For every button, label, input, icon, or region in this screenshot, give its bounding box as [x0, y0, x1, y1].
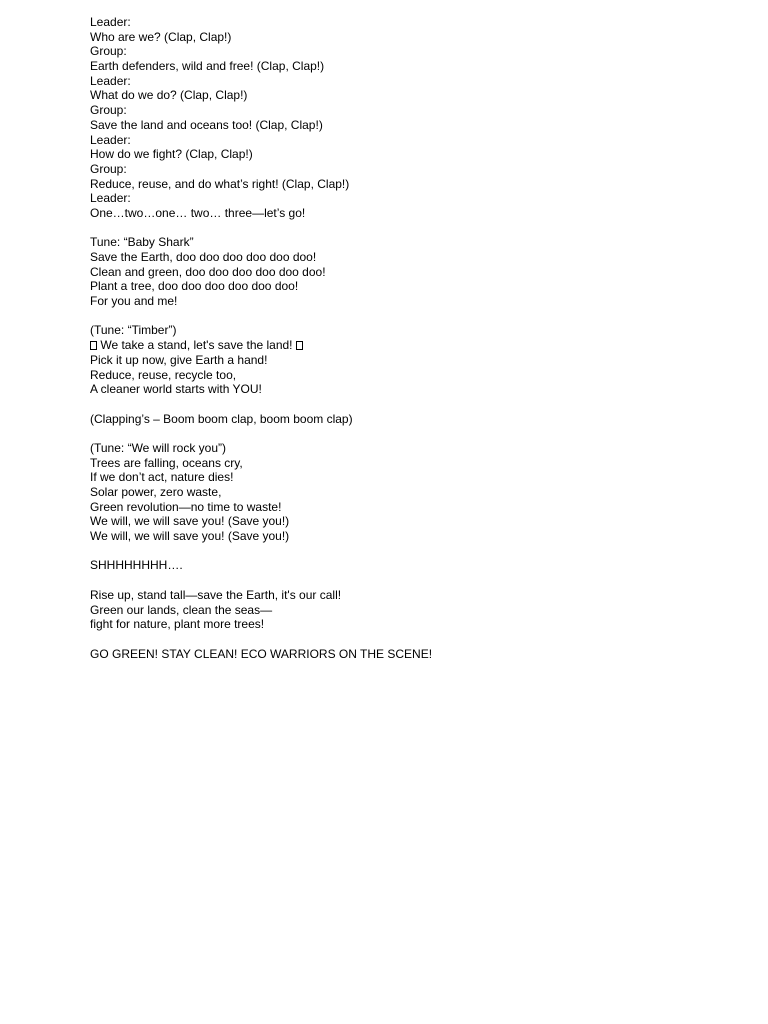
song-line: If we don’t act, nature dies! [90, 470, 234, 485]
chant-line: Who are we? (Clap, Clap!) [90, 29, 232, 44]
speaker-label: Group: [90, 44, 127, 59]
chant-text [90, 15, 730, 661]
song-line: Trees are falling, oceans cry, [90, 455, 243, 470]
blank-line [90, 426, 730, 441]
chant-line: What do we do? (Clap, Clap!) [90, 88, 248, 103]
song-line: For you and me! [90, 294, 178, 309]
blank-line [90, 573, 730, 588]
blank-line [90, 632, 730, 647]
song-line: A cleaner world starts with YOU! [90, 382, 262, 397]
speaker-label: Leader: [90, 132, 131, 147]
speaker-label: Leader: [90, 73, 131, 88]
speaker-label: Leader: [90, 15, 131, 29]
tune-heading: (Tune: “We will rock you”) [90, 440, 227, 455]
song-line: We will, we will save you! (Save you!) [90, 514, 290, 529]
song-line-text: We take a stand, let's save the land! [97, 338, 296, 353]
speaker-label: Group: [90, 103, 127, 118]
chant-line: One…two…one… two… three—let’s go! [90, 205, 306, 220]
music-note-icon [296, 341, 303, 350]
chant-line: Earth defenders, wild and free! (Clap, Clap!) [90, 59, 325, 74]
final-slogan: GO GREEN! STAY CLEAN! ECO WARRIORS ON THE SCENE! [90, 646, 433, 661]
clapping-note: (Clapping’s – Boom boom clap, boom boom clap) [90, 411, 353, 426]
closing-line: Rise up, stand tall—save the Earth, it's our call! [90, 587, 342, 602]
tune-heading: Tune: “Baby Shark” [90, 235, 194, 250]
song-line: Save the Earth, doo doo doo doo doo doo! [90, 250, 317, 264]
blank-line [90, 544, 730, 559]
song-line: We will, we will save you! (Save you!) [90, 529, 290, 544]
song-line: Plant a tree, doo doo doo doo doo doo! [90, 279, 299, 294]
chant-line: Save the land and oceans too! (Clap, Clap!) [90, 117, 323, 132]
blank-line [90, 221, 730, 236]
song-line: Reduce, reuse, recycle too, [90, 367, 237, 382]
song-line: Pick it up now, give Earth a hand! [90, 352, 268, 367]
song-line: Solar power, zero waste, [90, 485, 222, 499]
speaker-label: Group: [90, 161, 127, 176]
chant-line: How do we fight? (Clap, Clap!) [90, 147, 253, 162]
speaker-label: Leader: [90, 191, 131, 206]
closing-line: fight for nature, plant more trees! [90, 617, 265, 632]
song-line-with-glyphs [90, 338, 730, 353]
tune-heading: (Tune: “Timber”) [90, 323, 177, 338]
chant-line: Reduce, reuse, and do what’s right! (Clap, Clap!) [90, 176, 350, 191]
song-line: Green revolution—no time to waste! [90, 499, 282, 514]
shush-line: SHHHHHHHH…. [90, 558, 183, 573]
closing-line: Green our lands, clean the seas— [90, 602, 273, 617]
song-line: Clean and green, doo doo doo doo doo doo! [90, 264, 326, 279]
blank-line [90, 309, 730, 324]
blank-line [90, 397, 730, 412]
music-note-icon [90, 341, 97, 350]
